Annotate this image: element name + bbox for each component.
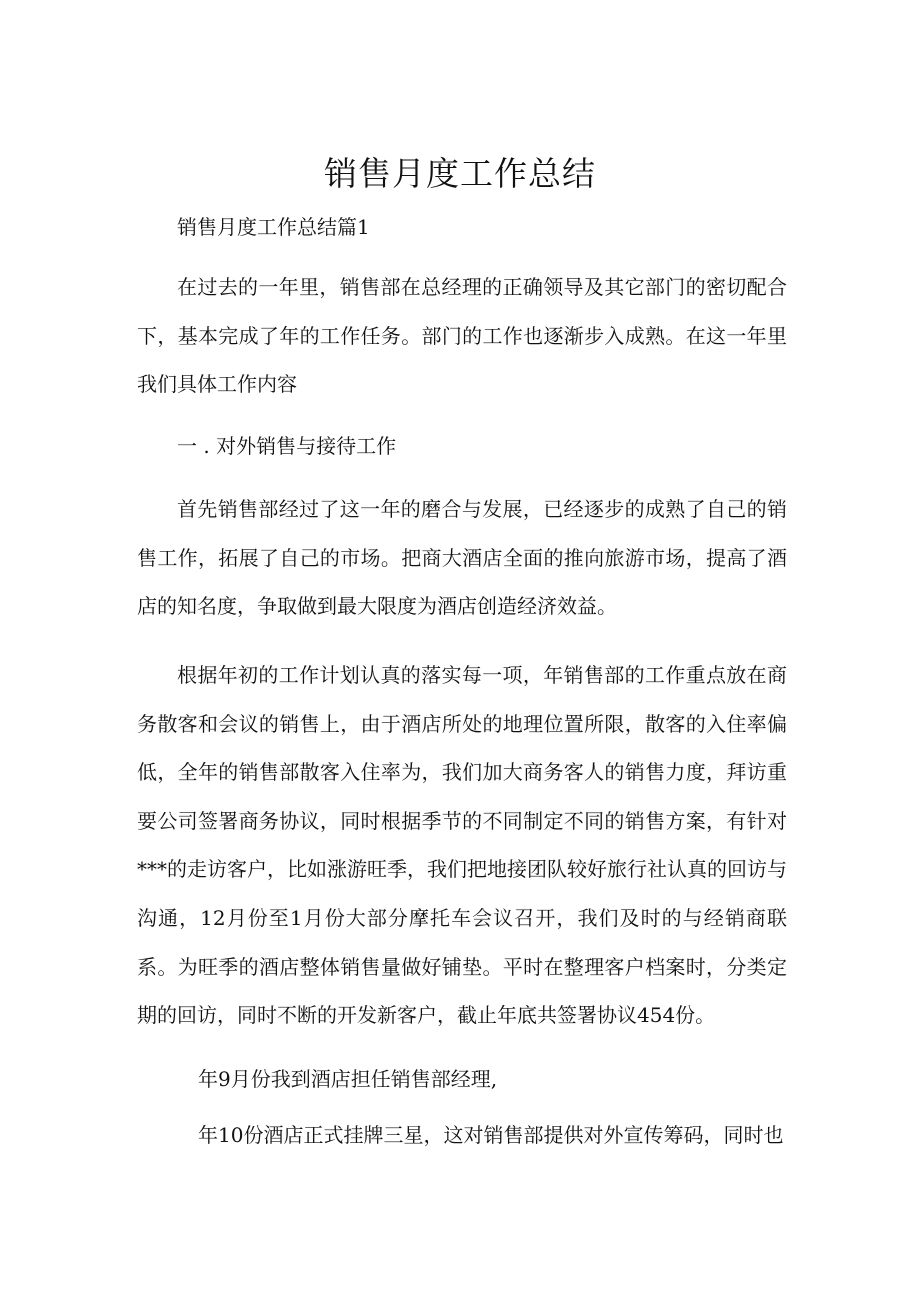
paragraph-rating: 年10份酒店正式挂牌三星，这对销售部提供对外宣传筹码，同时也 [198, 1123, 784, 1147]
paragraph-intro: 在过去的一年里，销售部在总经理的正确领导及其它部门的密切配合下，基本完成了年的工作任务。部门的工作也逐渐步入成熟。在这一年里我们具体工作内容 [137, 275, 787, 397]
section-heading: 一 . 对外销售与接待工作 [177, 434, 397, 458]
paragraph-plan: 根据年初的工作计划认真的落实每一项，年销售部的工作重点放在商务散客和会议的销售上，由于酒店所处的地理位置所限，散客的入住率偏低，全年的销售部散客入住率为，我们加大商务客人的销售力度，拜访重要公司签署商务协议，同时根据季节的不同制定不同的销售方案，有针对***的走访客户，比如涨游旺季，我们把地接团队较好旅行社认真的回访与沟通，12月份至1月份大部分摩托车会议召开，我们及时的与经销商联系。为旺季的酒店整体销售量做好铺垫。平时在整理客户档案时，分类定期的回访，同时不断的开发新客户，截止年底共签署协议454份。 [137, 663, 787, 1028]
section-subtitle: 销售月度工作总结篇1 [177, 215, 370, 239]
document-title: 销售月度工作总结 [324, 154, 596, 193]
paragraph-market: 首先销售部经过了这一年的磨合与发展，已经逐步的成熟了自己的销售工作，拓展了自己的市场。把商大酒店全面的推向旅游市场，提高了酒店的知名度，争取做到最大限度为酒店创造经济效益。 [137, 497, 787, 619]
paragraph-manager: 年9月份我到酒店担任销售部经理, [198, 1067, 498, 1091]
